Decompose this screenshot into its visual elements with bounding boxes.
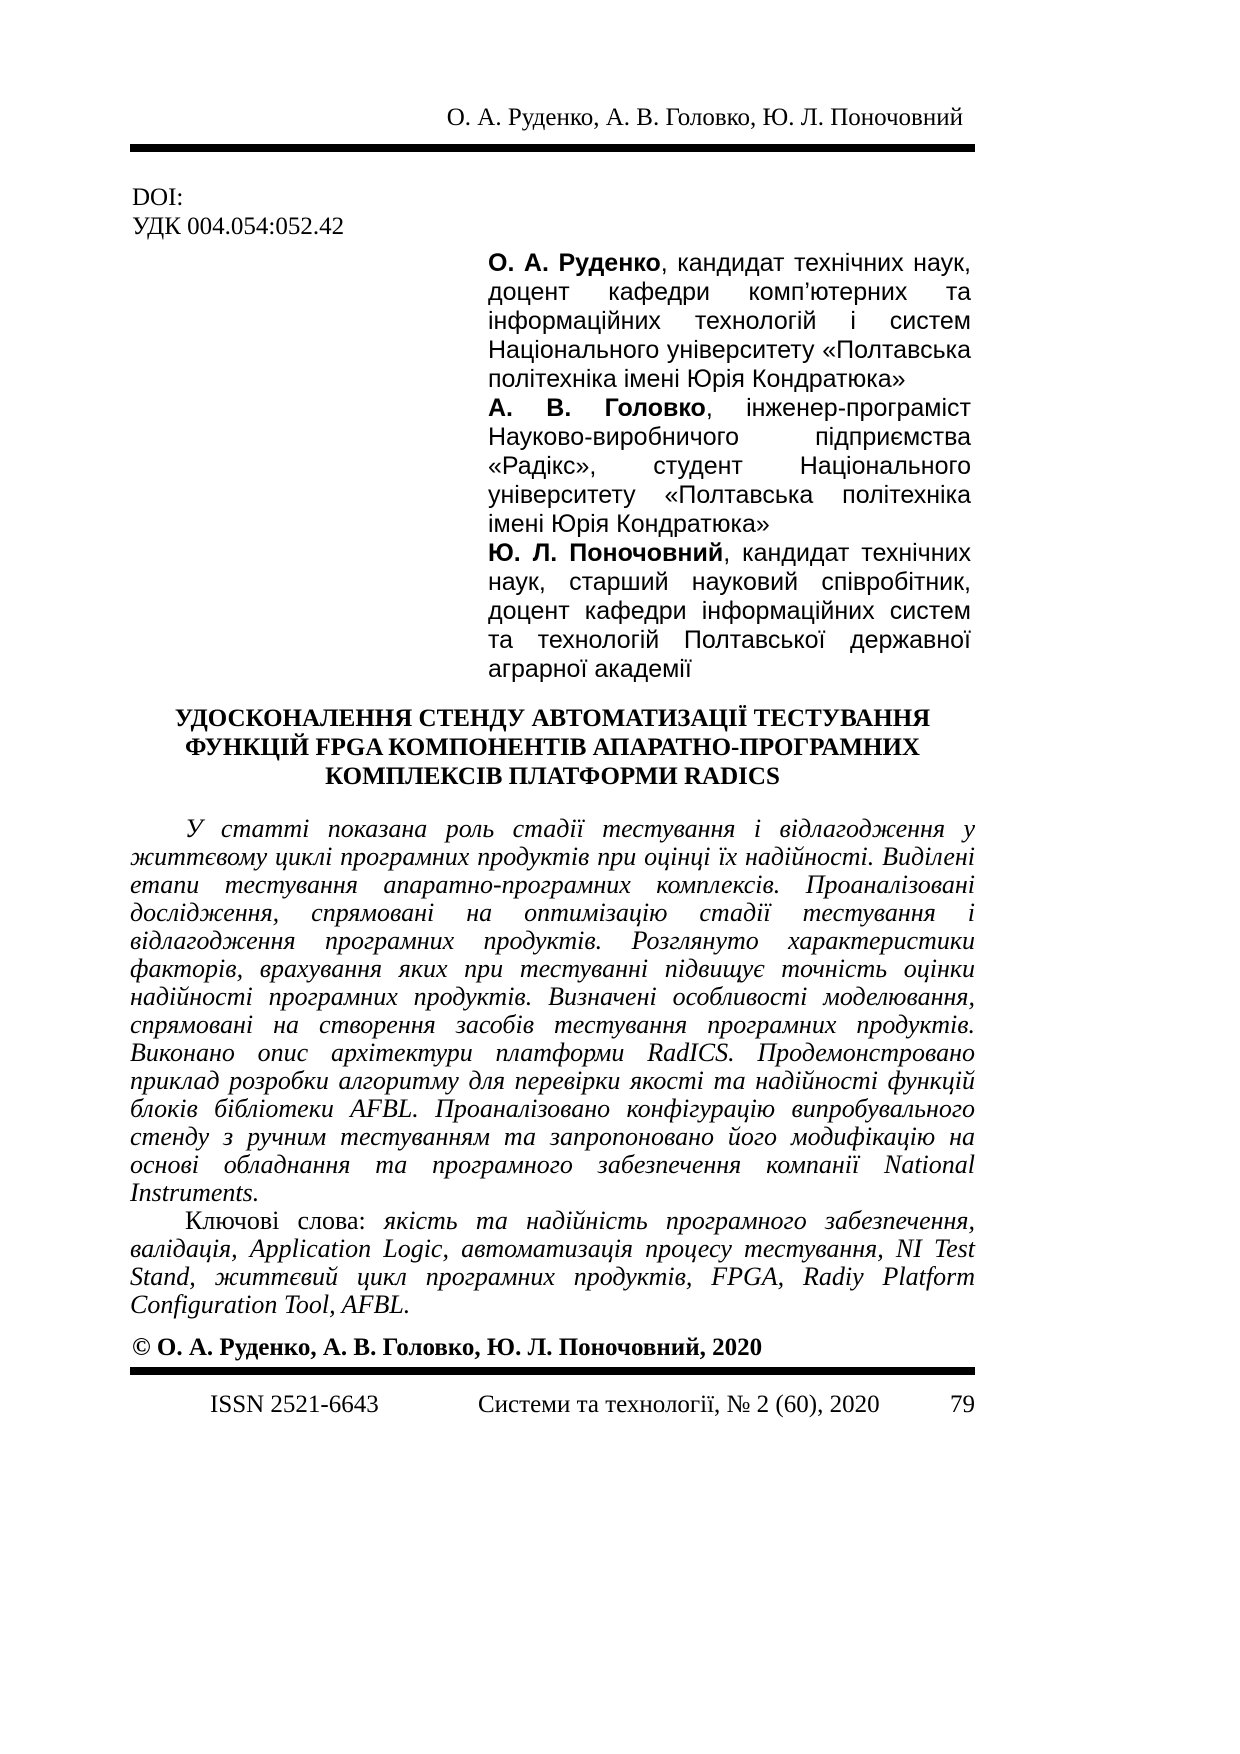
author-name: Ю. Л. Поночовний: [488, 539, 724, 567]
author-name: А. В. Головко: [488, 394, 706, 422]
author-entry: [488, 539, 971, 684]
author-entry: [488, 394, 971, 539]
udc-code: УДК 004.054:052.42: [132, 213, 345, 240]
footer: [130, 1390, 975, 1422]
author-details: , інженер-програміст Науково-виробничого підприємства «Радікс», студент Національного університету «Полтавська політехніка імені Юрія Кондратюка»: [488, 394, 971, 538]
footer-rule: [130, 1367, 975, 1375]
author-details: , кандидат технічних наук, доцент кафедри комп’ютерних та інформаційних технологій і систем Національного університету «Полтавська політехніка імені Юрія Кондратюка»: [488, 249, 971, 393]
footer-issn: ISSN 2521-6643: [210, 1391, 379, 1418]
keywords-label: Ключові слова:: [185, 1206, 366, 1235]
page-content: [130, 0, 975, 1362]
abstract-paragraph: У статті показана роль стадії тестування і відлагодження у життєвому циклі програмних продуктів при оцінці їх надійності. Виділені етапи тестування апаратно-програмних комплексів. Проаналізовані дослідження, спрямовані на оптимізацію стадії тестування і відлагодження програмних продуктів. Розглянуто характеристики факторів, врахування яких при тестуванні підвищує точність оцінки надійності програмних продуктів. Визначені особливості моделювання, спрямовані на створення засобів тестування програмних продуктів. Виконано опис архітектури платформи RadICS. Продемонстровано приклад розробки алгоритму для перевірки якості та надійності функцій блоків бібліотеки AFBL. Проаналізовано конфігурацію випробувального стенду з ручним тестуванням та запропоновано його модифікацію на основі обладнання та програмного забезпечення компанії National Instruments.: [130, 814, 975, 1207]
keywords-paragraph: [130, 1207, 975, 1319]
running-head-authors: О. А. Руденко, А. В. Головко, Ю. Л. Поночовний: [446, 104, 963, 131]
article-title-line: УДОСКОНАЛЕННЯ СТЕНДУ АВТОМАТИЗАЦІЇ ТЕСТУВАННЯ: [174, 705, 931, 732]
article-title-line: КОМПЛЕКСІВ ПЛАТФОРМИ RADICS: [325, 763, 780, 790]
footer-journal-title: Системи та технології, № 2 (60), 2020: [478, 1391, 880, 1418]
author-name: О. А. Руденко: [488, 249, 661, 277]
doi-label: DOI:: [132, 184, 184, 211]
copyright-line: © О. А. Руденко, А. В. Головко, Ю. Л. Поночовний, 2020: [132, 1334, 763, 1361]
author-block: [488, 249, 971, 684]
author-details: , кандидат технічних наук, старший науковий співробітник, доцент кафедри інформаційних систем та технологій Полтавської державної аграрної академії: [488, 539, 971, 683]
footer-page-number: 79: [950, 1391, 975, 1418]
article-title-line: ФУНКЦІЙ FPGA КОМПОНЕНТІВ АПАРАТНО-ПРОГРАМНИХ: [185, 734, 920, 761]
article-title: [130, 704, 975, 791]
keywords-text: якість та надійність програмного забезпечення, валідація, Application Logic, автоматизація процесу тестування, NI Test Stand, життєвий цикл програмних продуктів, FPGA, Radiy Platform Configuration Tool, AFBL.: [130, 1206, 975, 1319]
author-entry: [488, 249, 971, 394]
